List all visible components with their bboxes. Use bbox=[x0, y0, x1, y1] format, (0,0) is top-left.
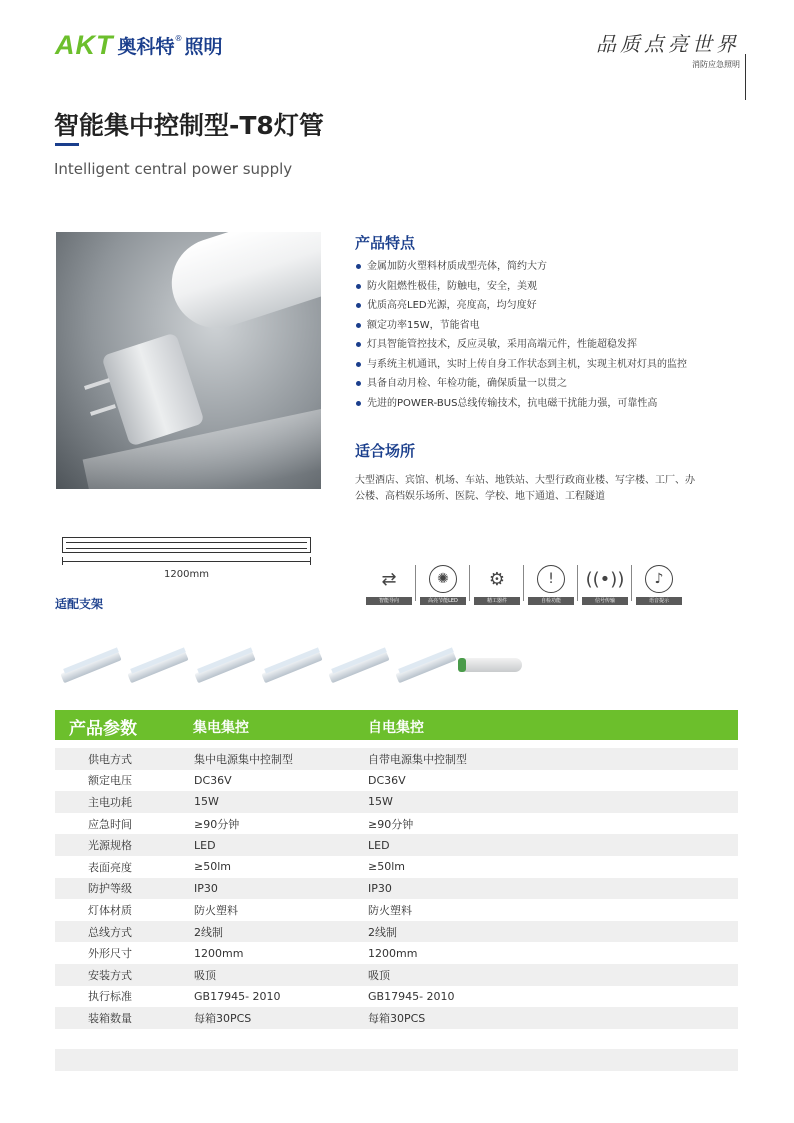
feature-item: 具备自动月检、年检功能，确保质量一以贯之 bbox=[355, 376, 687, 396]
table-row bbox=[55, 899, 738, 921]
feature-item: 额定功率15W，节能省电 bbox=[355, 318, 687, 338]
icon-item bbox=[416, 565, 470, 605]
spec-name: 光源规格 bbox=[88, 839, 132, 853]
spec-value-a: ≥50lm bbox=[194, 860, 231, 874]
table-row bbox=[55, 813, 738, 835]
icon-item bbox=[578, 565, 632, 605]
fixture-image bbox=[324, 640, 390, 690]
rotate-arrows-icon: ⇄ bbox=[381, 568, 397, 590]
table-row bbox=[55, 770, 738, 792]
spec-value-a: 集中电源集中控制型 bbox=[194, 752, 293, 766]
spec-value-a: 吸顶 bbox=[194, 968, 216, 982]
fixture-gallery bbox=[56, 640, 525, 690]
tube-body bbox=[160, 232, 321, 340]
logo-latin: AKT bbox=[55, 29, 114, 60]
signal-icon: ((•)) bbox=[585, 568, 625, 590]
spec-value-a: DC36V bbox=[194, 773, 232, 787]
product-photo bbox=[56, 232, 321, 489]
slogan-subtext: 消防应急照明 bbox=[692, 60, 740, 69]
feature-item: 先进的POWER-BUS总线传输技术，抗电磁干扰能力强，可靠性高 bbox=[355, 396, 687, 416]
table-row bbox=[55, 942, 738, 964]
table-row bbox=[55, 964, 738, 986]
fixture-image bbox=[56, 640, 122, 690]
icon-label: 精工器件 bbox=[474, 597, 520, 605]
feature-item: 金属加防火塑料材质成型壳体，简约大方 bbox=[355, 259, 687, 279]
spec-value-b: 2线制 bbox=[368, 925, 397, 939]
scenes-title: 适合场所 bbox=[355, 442, 416, 460]
table-row bbox=[55, 921, 738, 943]
spec-value-a: 2线制 bbox=[194, 925, 223, 939]
spec-value-b: ≥90分钟 bbox=[368, 817, 414, 831]
tube-pin bbox=[84, 378, 110, 390]
spec-name: 执行标准 bbox=[88, 990, 132, 1004]
spec-value-b: IP30 bbox=[368, 881, 392, 895]
table-row bbox=[55, 1007, 738, 1029]
registered-mark: ® bbox=[174, 34, 183, 43]
feature-item: 防火阻燃性极佳，防触电，安全，美观 bbox=[355, 279, 687, 299]
feature-list bbox=[355, 259, 687, 415]
led-light-icon: ✺ bbox=[429, 565, 457, 593]
spec-value-b: 15W bbox=[368, 795, 393, 809]
column-header-b: 自电集控 bbox=[368, 720, 424, 736]
page-title: 智能集中控制型-T8灯管 bbox=[54, 111, 324, 140]
gear-icon: ⚙ bbox=[488, 568, 506, 590]
spec-value-a: 每箱30PCS bbox=[194, 1011, 252, 1025]
icon-label: 信号传输 bbox=[582, 597, 628, 605]
fixture-image bbox=[458, 640, 524, 690]
page-subtitle: Intelligent central power supply bbox=[54, 160, 293, 178]
icon-item bbox=[632, 565, 686, 605]
features-title: 产品特点 bbox=[355, 234, 416, 252]
spec-name: 应急时间 bbox=[88, 817, 132, 831]
spec-value-b: LED bbox=[368, 838, 390, 852]
feature-item: 优质高亮LED光源，亮度高，均匀度好 bbox=[355, 298, 687, 318]
spec-value-a: LED bbox=[194, 838, 216, 852]
icon-label: 自检功能 bbox=[528, 597, 574, 605]
tube-end-cap bbox=[101, 332, 205, 446]
spec-table-body bbox=[55, 748, 738, 1029]
spec-name: 灯体材质 bbox=[88, 903, 132, 917]
spec-value-b: 每箱30PCS bbox=[368, 1011, 426, 1025]
spec-table-title: 产品参数 bbox=[69, 719, 137, 739]
dimension-line bbox=[62, 561, 311, 562]
table-row bbox=[55, 834, 738, 856]
fixture-image bbox=[391, 640, 457, 690]
logo-chinese-2: 照明 bbox=[184, 35, 223, 58]
spec-value-b: 防火塑料 bbox=[368, 903, 412, 917]
footer-bar bbox=[55, 1049, 738, 1071]
spec-value-b: 吸顶 bbox=[368, 968, 390, 982]
table-row bbox=[55, 791, 738, 813]
slogan-divider bbox=[745, 54, 746, 100]
feature-icons bbox=[362, 565, 686, 605]
feature-item: 灯具智能管控技术，反应灵敏，采用高端元件，性能超稳发挥 bbox=[355, 337, 687, 357]
spec-value-b: 自带电源集中控制型 bbox=[368, 752, 467, 766]
spec-value-b: ≥50lm bbox=[368, 860, 405, 874]
brand-slogan bbox=[596, 28, 740, 70]
spec-value-a: 防火塑料 bbox=[194, 903, 238, 917]
spec-name: 总线方式 bbox=[88, 925, 132, 939]
spec-value-a: 15W bbox=[194, 795, 219, 809]
fixtures-title: 适配支架 bbox=[55, 597, 104, 611]
spec-name: 供电方式 bbox=[88, 752, 132, 766]
dimension-tick bbox=[62, 557, 63, 565]
fixture-image bbox=[190, 640, 256, 690]
spec-name: 主电功耗 bbox=[88, 795, 132, 809]
fixture-image bbox=[257, 640, 323, 690]
icon-item bbox=[362, 565, 416, 605]
slogan-text: 品质点亮世界 bbox=[596, 32, 740, 56]
icon-item bbox=[470, 565, 524, 605]
spec-value-a: ≥90分钟 bbox=[194, 817, 240, 831]
spec-name: 装箱数量 bbox=[88, 1011, 132, 1025]
spec-value-b: 1200mm bbox=[368, 946, 418, 960]
microphone-icon: ♪ bbox=[645, 565, 673, 593]
dimension-tick bbox=[310, 557, 311, 565]
dimension-label: 1200mm bbox=[164, 569, 209, 580]
spec-name: 表面亮度 bbox=[88, 860, 132, 874]
icon-label: 语音提示 bbox=[636, 597, 682, 605]
icon-item bbox=[524, 565, 578, 605]
fixture-image bbox=[123, 640, 189, 690]
table-row bbox=[55, 748, 738, 770]
feature-item: 与系统主机通讯，实时上传自身工作状态到主机，实现主机对灯具的监控 bbox=[355, 357, 687, 377]
logo-chinese: 奥科特 bbox=[117, 35, 175, 58]
icon-label: 高亮节能LED bbox=[420, 597, 466, 605]
lamp-outline-diagram bbox=[62, 537, 311, 553]
spec-name: 外形尺寸 bbox=[88, 947, 132, 961]
brand-logo bbox=[55, 29, 223, 60]
spec-table-header bbox=[55, 710, 738, 740]
column-header-a: 集电集控 bbox=[193, 720, 249, 736]
spec-name: 防护等级 bbox=[88, 882, 132, 896]
spec-name: 额定电压 bbox=[88, 774, 132, 788]
table-row bbox=[55, 878, 738, 900]
icon-label: 智能导向 bbox=[366, 597, 412, 605]
spec-value-b: DC36V bbox=[368, 773, 406, 787]
tube-pin bbox=[90, 404, 116, 416]
table-row bbox=[55, 856, 738, 878]
table-row bbox=[55, 986, 738, 1008]
spec-value-b: GB17945- 2010 bbox=[368, 989, 455, 1003]
spec-value-a: GB17945- 2010 bbox=[194, 989, 281, 1003]
title-underline bbox=[55, 143, 79, 146]
spec-value-a: 1200mm bbox=[194, 946, 244, 960]
scenes-text: 大型酒店、宾馆、机场、车站、地铁站、大型行政商业楼、写字楼、工厂、办公楼、高档娱乐场所、医院、学校、地下通道、工程隧道 bbox=[355, 475, 695, 502]
alert-icon: ! bbox=[537, 565, 565, 593]
spec-value-a: IP30 bbox=[194, 881, 218, 895]
spec-name: 安装方式 bbox=[88, 968, 132, 982]
